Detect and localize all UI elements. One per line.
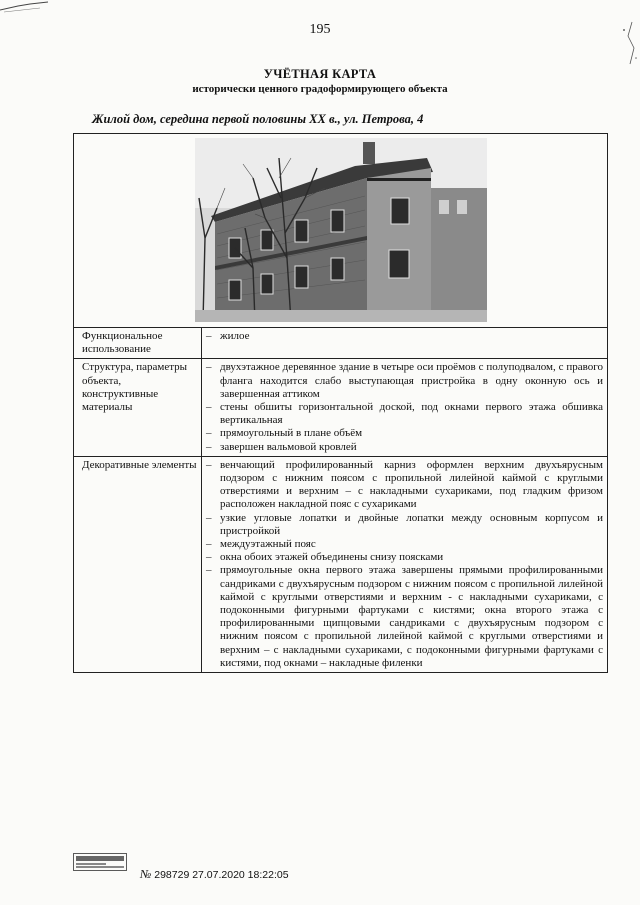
row-functional-use: [74, 328, 608, 359]
registry-stamp: [73, 853, 127, 871]
number-sign: №: [140, 867, 152, 881]
document-subtitle: исторически ценного градоформирующего объекта: [192, 83, 448, 95]
row-content: [202, 328, 608, 359]
list-item: – жилое: [206, 330, 603, 343]
list-item: – завершен вальмовой кровлей: [206, 441, 603, 454]
list-item: – прямоугольные окна первого этажа завершены прямыми профилированными сандриками с двухъярусным подзором с нижним поясом с пропильной лилейной каймой с круглыми отверстиями и верхним - с накладными сухариками, с подоконными фигурными фартуками с кистями; окна второго этажа с профилированными щипцовыми сандриками с двухъярусным подзором с нижним поясом с пропильной лилейной каймой с круглыми отверстиями и верхним – с накладными сухариками, с подоконными фигурными фартуками с кистями, под окнами – накладные филенки: [206, 564, 603, 670]
building-photo: [195, 138, 487, 322]
list-item: – венчающий профилированный карниз оформлен верхним двухъярусным подзором с нижним поясом с пропильной лилейной каймой с круглыми отверстиями и верхним – с накладными сухариками, под гладким фризом расположен накладной пояс с сухариками: [206, 459, 603, 512]
page-number: 195: [309, 22, 331, 37]
object-heading: Жилой дом, середина первой половины XX в., ул. Петрова, 4: [92, 112, 424, 126]
document-title: УЧЁТНАЯ КАРТА: [263, 67, 377, 81]
document-registration-number: [140, 867, 289, 882]
row-structure: [74, 359, 608, 456]
row-label: Функциональное использование: [74, 328, 202, 359]
row-label: Структура, параметры объекта, конструктивные материалы: [74, 359, 202, 456]
row-decorative-elements: [74, 456, 608, 672]
registration-card-table: [73, 133, 608, 673]
registration-number-value: 298729 27.07.2020 18:22:05: [154, 869, 289, 881]
list-item: – стены обшиты горизонтальной доской, под окнами первого этажа обшивка вертикальная: [206, 401, 603, 427]
row-content: [202, 456, 608, 672]
photo-row: [74, 134, 608, 328]
row-content: [202, 359, 608, 456]
list-item: – окна обоих этажей объединены снизу поясками: [206, 551, 603, 564]
photo-cell: [74, 134, 608, 328]
list-item: – двухэтажное деревянное здание в четыре оси проёмов с полуподвалом, с правого фланга находится слабо выступающая пристройка в одну оконную ось и завершенная аттиком: [206, 361, 603, 401]
row-label: Декоративные элементы: [74, 456, 202, 672]
scan-corner-mark: [0, 0, 60, 14]
list-item: – узкие угловые лопатки и двойные лопатки между основным корпусом и пристройкой: [206, 512, 603, 538]
list-item: – прямоугольный в плане объём: [206, 427, 603, 440]
list-item: – междуэтажный пояс: [206, 538, 603, 551]
